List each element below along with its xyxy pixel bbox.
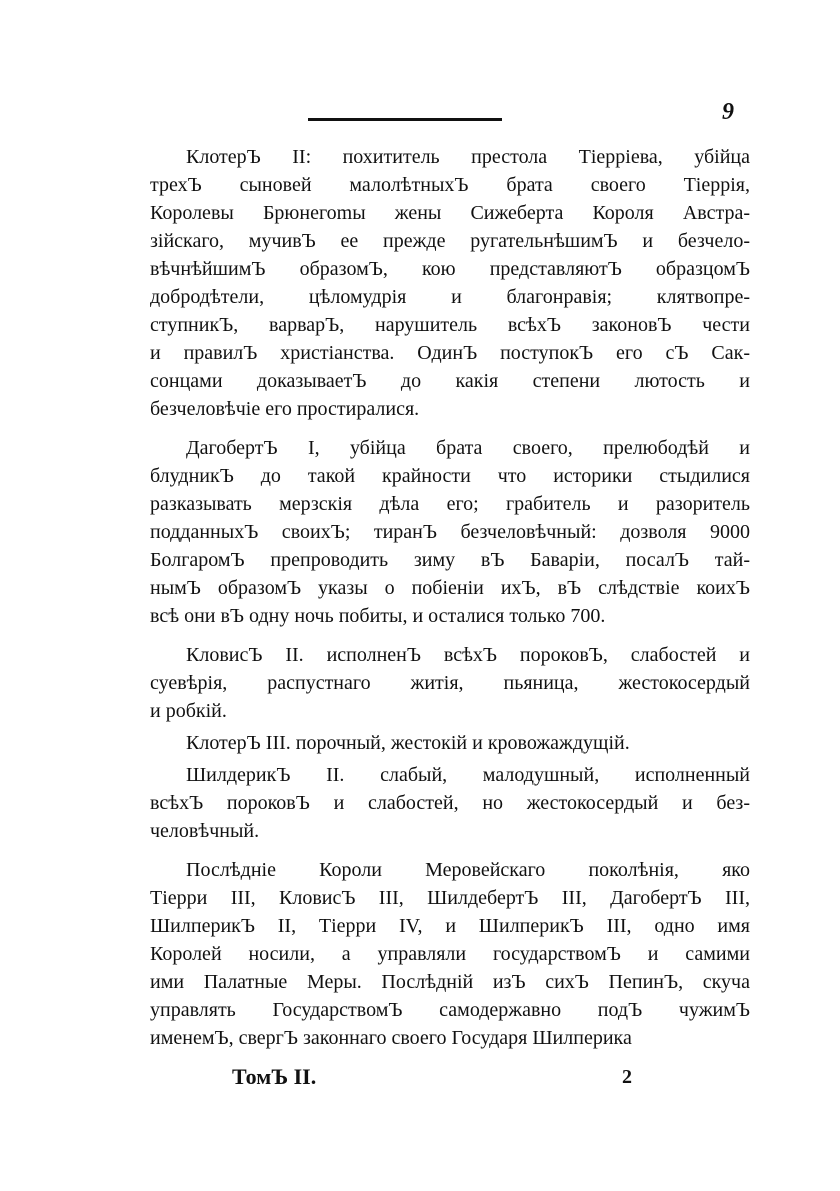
paragraph	[150, 143, 750, 423]
text-line: именемЪ, свергЪ законнаго своего Государя Шилперика	[150, 1027, 632, 1049]
text-line: разказывать мерзскія дѣла его; грабитель и разоритель	[150, 493, 750, 515]
page-content	[150, 143, 750, 1093]
text-line: подданныхЪ своихЪ; тиранЪ безчеловѣчный: дозволя 9000	[150, 521, 750, 543]
text-line: и робкій.	[150, 700, 227, 722]
page-number: 9	[722, 99, 734, 125]
text-line: безчеловѣчіе его простиралися.	[150, 398, 420, 420]
text-line: суевѣрія, распустнаго житія, пьяница, жестокосердый	[150, 672, 750, 694]
text-line: и правилЪ христіанства. ОдинЪ поступокЪ его сЪ Сак-	[150, 342, 750, 364]
text-line: вѣчнѣйшимЪ образомЪ, кою представляютЪ образцомЪ	[150, 258, 750, 280]
text-line: КловисЪ II. исполненЪ всѣхЪ пороковЪ, слабостей и	[186, 644, 750, 666]
text-line: Тіерри III, КловисЪ III, ШилдебертЪ III, ДагобертЪ III,	[150, 887, 750, 909]
text-line: человѣчный.	[150, 820, 260, 842]
text-line: управлять ГосударствомЪ самодержавно подЪ чужимЪ	[150, 999, 750, 1021]
page-footer	[150, 1063, 750, 1093]
paragraph	[150, 761, 750, 845]
text-line: Королей носили, а управляли государствомЪ и самими	[150, 943, 750, 965]
text-line: Послѣдніе Короли Меровейскаго поколѣнія, яко	[186, 859, 750, 881]
text-line: нымЪ образомЪ указы о побіеніи ихЪ, вЪ слѣдствіе коихЪ	[150, 577, 750, 599]
paragraph	[150, 434, 750, 630]
text-line: ШилперикЪ II, Тіерри IV, и ШилперикЪ III, одно имя	[150, 915, 750, 937]
text-line: КлотерЪ II: похититель престола Тіерріева, убійца	[186, 146, 750, 168]
text-line: блудникЪ до такой крайности что историки стыдилися	[150, 465, 750, 487]
text-line: ШилдерикЪ II. слабый, малодушный, исполненный	[186, 764, 750, 786]
paragraph	[150, 856, 750, 1052]
text-line: Королевы Брюнегоmы жены Сижеберта Короля Австра-	[150, 202, 750, 224]
text-line: всѣхЪ пороковЪ и слабостей, но жестокосердый и без-	[150, 792, 750, 814]
text-line: зійскаго, мучивЪ ее прежде ругательнѣшимЪ и безчело-	[150, 230, 750, 252]
header-rule	[308, 118, 502, 121]
text-line: добродѣтели, цѣломудрія и благонравія; клятвопре-	[150, 286, 750, 308]
text-line: ими Палатные Меры. Послѣдній изЪ сихЪ ПепинЪ, скуча	[150, 971, 750, 993]
text-line: всѣ они вЪ одну ночь побиты, и осталися только 700.	[150, 605, 606, 627]
paragraph	[150, 641, 750, 725]
text-line: БолгаромЪ препроводить зиму вЪ Баваріи, посалЪ тай-	[150, 549, 750, 571]
gathering-signature: 2	[622, 1066, 632, 1088]
text-line: ступникЪ, варварЪ, нарушитель всѣхЪ законовЪ чести	[150, 314, 750, 336]
text-line: КлотерЪ III. порочный, жестокій и кровожаждущій.	[186, 732, 630, 754]
paragraph	[150, 729, 750, 757]
body-text	[150, 143, 750, 1052]
text-line: сонцами доказываетЪ до какія степени лютость и	[150, 370, 750, 392]
volume-signature: ТомЪ II.	[232, 1064, 317, 1089]
text-line: ДагобертЪ I, убійца брата своего, прелюбодѣй и	[186, 437, 750, 459]
text-line: трехЪ сыновей малолѣтныхЪ брата своего Тіеррія,	[150, 174, 750, 196]
